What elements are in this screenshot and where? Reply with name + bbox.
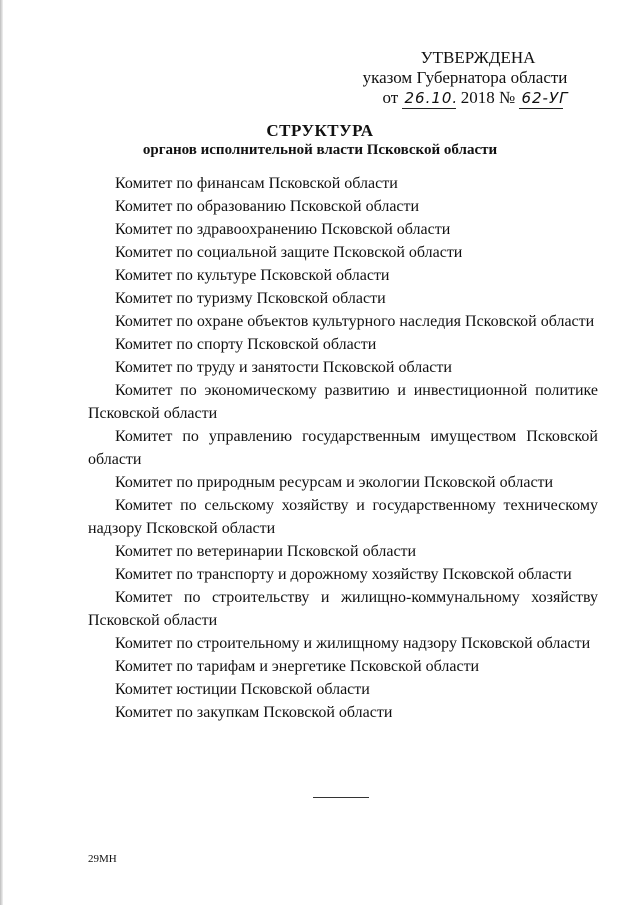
approval-stamp	[328, 48, 588, 109]
document-subtitle: органов исполнительной власти Псковской области	[142, 142, 498, 158]
approval-heading: УТВЕРЖДЕНА	[420, 48, 536, 67]
committee-item: Комитет по социальной защите Псковской области	[115, 244, 463, 261]
committee-item: Комитет по ветеринарии Псковской области	[115, 543, 417, 560]
committee-item: Комитет по тарифам и энергетике Псковской области	[115, 658, 480, 675]
date-prefix: от	[382, 88, 399, 107]
committee-item: Комитет по спорту Псковской области	[115, 336, 377, 353]
committee-item: Комитет по труду и занятости Псковской области	[115, 359, 452, 376]
decree-year: 2018 №	[460, 88, 516, 107]
committee-item: Комитет по закупкам Псковской области	[115, 704, 393, 721]
committee-item: Комитет по экономическому развитию и инвестиционной политике Псковской области	[88, 382, 598, 422]
committee-item: Комитет по природным ресурсам и экологии Псковской области	[115, 474, 554, 491]
approval-decree: указом Губернатора области	[362, 68, 568, 87]
committee-list	[88, 172, 598, 724]
committee-item: Комитет по транспорту и дорожному хозяйству Псковской области	[115, 566, 572, 583]
committee-item: Комитет по туризму Псковской области	[115, 290, 386, 307]
committee-item: Комитет по сельскому хозяйству и государственному техническому надзору Псковской области	[88, 497, 598, 537]
end-divider	[313, 797, 369, 798]
document-code: 29МН	[88, 853, 117, 865]
committee-item: Комитет по управлению государственным имуществом Псковской области	[88, 428, 598, 468]
committee-item: Комитет по здравоохранению Псковской области	[115, 221, 451, 238]
handwritten-date: 26.10.	[404, 89, 459, 107]
committee-item: Комитет по финансам Псковской области	[115, 175, 398, 192]
committee-item: Комитет по строительству и жилищно-коммунальному хозяйству Псковской области	[88, 589, 598, 629]
committee-item: Комитет по строительному и жилищному надзору Псковской области	[115, 635, 591, 652]
committee-item: Комитет юстиции Псковской области	[115, 681, 370, 698]
committee-item: Комитет по охране объектов культурного наследия Псковской области	[115, 313, 595, 330]
handwritten-number: 62-УГ	[521, 89, 569, 107]
document-title: СТРУКТУРА	[266, 121, 374, 140]
committee-item: Комитет по образованию Псковской области	[115, 198, 420, 215]
committee-item: Комитет по культуре Псковской области	[115, 267, 390, 284]
approval-date-line	[328, 88, 588, 109]
